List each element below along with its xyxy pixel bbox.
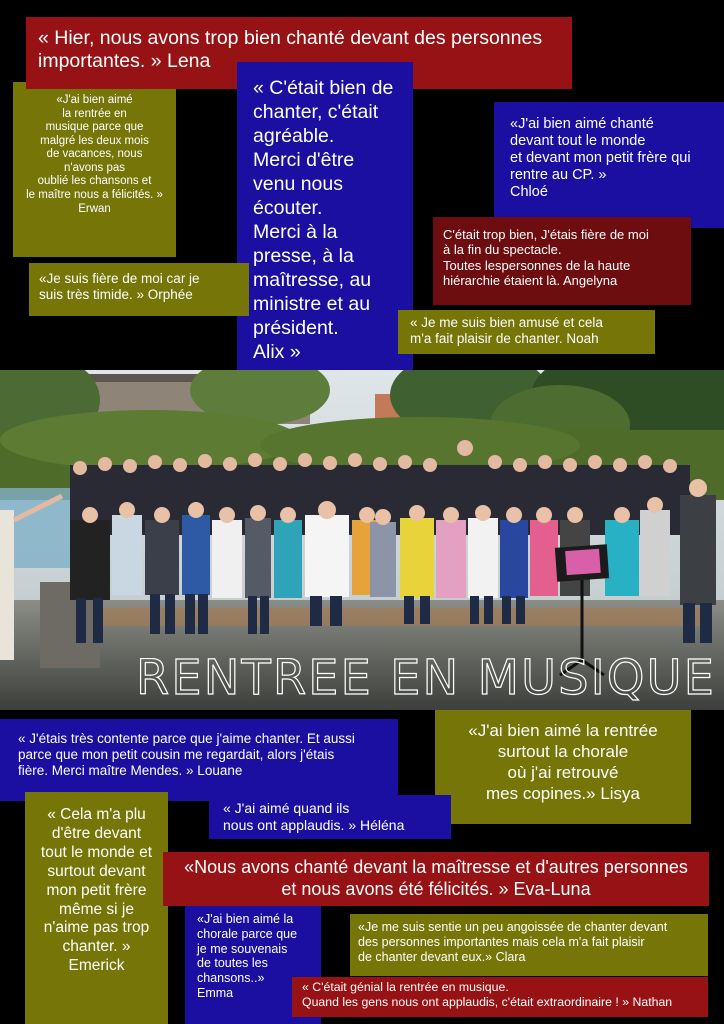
quote-noah-text: « Je me suis bien amusé et cela m'a fait plaisir de chanter. Noah	[410, 315, 603, 346]
quote-angelyna	[433, 217, 691, 305]
quote-emma-text: «J'ai bien aimé la chorale parce que je me souvenais de toutes les chansons..» Emma	[197, 912, 298, 1000]
quote-lisya-text: «J'ai bien aimé la rentrée surtout la chorale où j'ai retrouvé mes copines.» Lisya	[468, 721, 658, 804]
choir-photo	[0, 370, 724, 710]
photo-title: RENTREE EN MUSIQUE	[135, 650, 716, 706]
quote-orphee	[29, 263, 249, 316]
quote-eva-luna	[163, 852, 709, 906]
quote-noah	[398, 310, 655, 354]
quote-nathan	[292, 977, 708, 1017]
quote-helena-text: « J'ai aimé quand ils nous ont applaudis. » Héléna	[223, 800, 405, 833]
quote-erwan-text: «J'ai bien aimé la rentrée en musique parce que malgré les deux mois de vacances, nous n'avons pas oublié les chansons et le maître nous a félicités. » Erwan	[26, 94, 163, 215]
quote-lena-text: « Hier, nous avons trop bien chanté devant des personnes importantes. » Lena	[38, 27, 543, 72]
quote-alix-text: « C'était bien de chanter, c'était agréable. Merci d'être venu nous écouter. Merci à la presse, à la maîtresse, au ministre et au président. Alix »	[253, 77, 394, 363]
quote-eva-luna-text: «Nous avons chanté devant la maîtresse et d'autres personnes et nous avons été félicités. » Eva-Luna	[184, 857, 688, 900]
quote-emerick	[25, 792, 168, 1024]
quote-angelyna-text: C'était trop bien, J'étais fière de moi à la fin du spectacle. Toutes lespersonnes de la haute hiérarchie étaient là. Angelyna	[443, 227, 649, 288]
quote-clara-text: «Je me suis sentie un peu angoissée de chanter devant des personnes importantes mais cela m'a fait plaisir de chanter devant eux.» Clara	[358, 920, 668, 964]
quote-nathan-text: « C'était génial la rentrée en musique. Quand les gens nous ont applaudis, c'était extraordinaire ! » Nathan	[302, 980, 673, 1009]
quote-helena	[209, 795, 451, 839]
quote-chloe-text: «J'ai bien aimé chanté devant tout le monde et devant mon petit frère qui rentre au CP. » Chloé	[510, 116, 691, 201]
quote-louane-text: « J'étais très contente parce que j'aime chanter. Et aussi parce que mon petit cousin me regardait, alors j'étais fière. Merci maître Mendes. » Louane	[18, 731, 355, 778]
quote-emerick-text: « Cela m'a plu d'être devant tout le monde et surtout devant mon petit frère même si je n'aime pas trop chanter. » Emerick	[40, 806, 153, 975]
quote-chloe	[494, 102, 724, 228]
quote-lisya	[435, 710, 691, 824]
quote-alix	[237, 62, 413, 370]
quote-orphee-text: «Je suis fière de moi car je suis très timide. » Orphée	[39, 271, 200, 302]
quote-erwan	[13, 82, 176, 257]
quote-louane	[0, 719, 398, 801]
quote-clara	[350, 914, 708, 976]
